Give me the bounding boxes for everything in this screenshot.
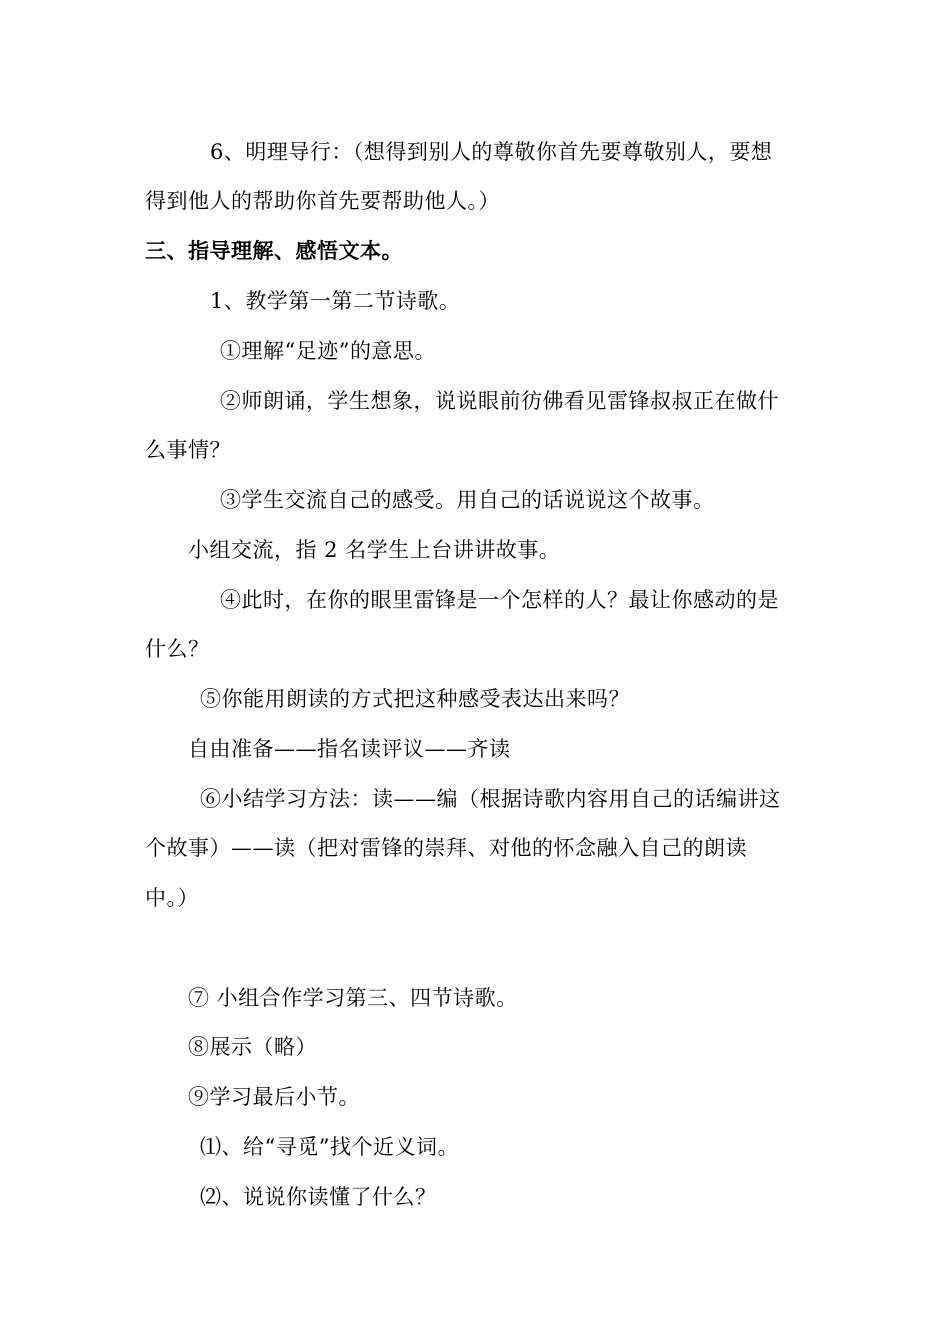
step-2-line-1: ②师朗诵，学生想象，说说眼前彷佛看见雷锋叔叔正在做什 [220,389,779,413]
step-6-line-2: 个故事）——读（把对雷锋的崇拜、对他的怀念融入自己的朗读 [145,836,747,860]
paragraph-6-line-1: 6、明理导行：（想得到别人的尊敬你首先要尊敬别人，要想 [210,140,773,164]
step-4-line-1: ④此时，在你的眼里雷锋是一个怎样的人？最让你感动的是 [220,588,779,612]
step-1: ①理解“足迹”的意思。 [220,339,436,363]
sub-item-2: ⑵、说说你读懂了什么？ [200,1185,437,1209]
paragraph-6-line-2: 得到他人的帮助你首先要帮助他人。） [145,189,500,213]
section-3-heading: 三、指导理解、感悟文本。 [145,239,403,263]
group-share: 小组交流，指 2 名学生上台讲讲故事。 [188,538,561,562]
step-2-line-2: 么事情？ [145,438,231,462]
step-7: ⑦ 小组合作学习第三、四节诗歌。 [188,986,518,1010]
item-1: 1、教学第一第二节诗歌。 [210,289,461,313]
step-6-line-3: 中。） [145,886,199,910]
step-6-line-1: ⑥小结学习方法：读——编（根据诗歌内容用自己的话编讲这 [200,787,781,811]
reading-flow: 自由准备——指名读评议——齐读 [188,737,511,761]
step-4-line-2: 什么？ [145,637,210,661]
step-8: ⑧展示（略） [188,1035,317,1059]
step-9: ⑨学习最后小节。 [188,1085,360,1109]
step-5: ⑤你能用朗读的方式把这种感受表达出来吗？ [200,687,630,711]
step-3: ③学生交流自己的感受。用自己的话说说这个故事。 [220,488,715,512]
sub-item-1: ⑴、给“寻觅”找个近义词。 [200,1135,459,1159]
